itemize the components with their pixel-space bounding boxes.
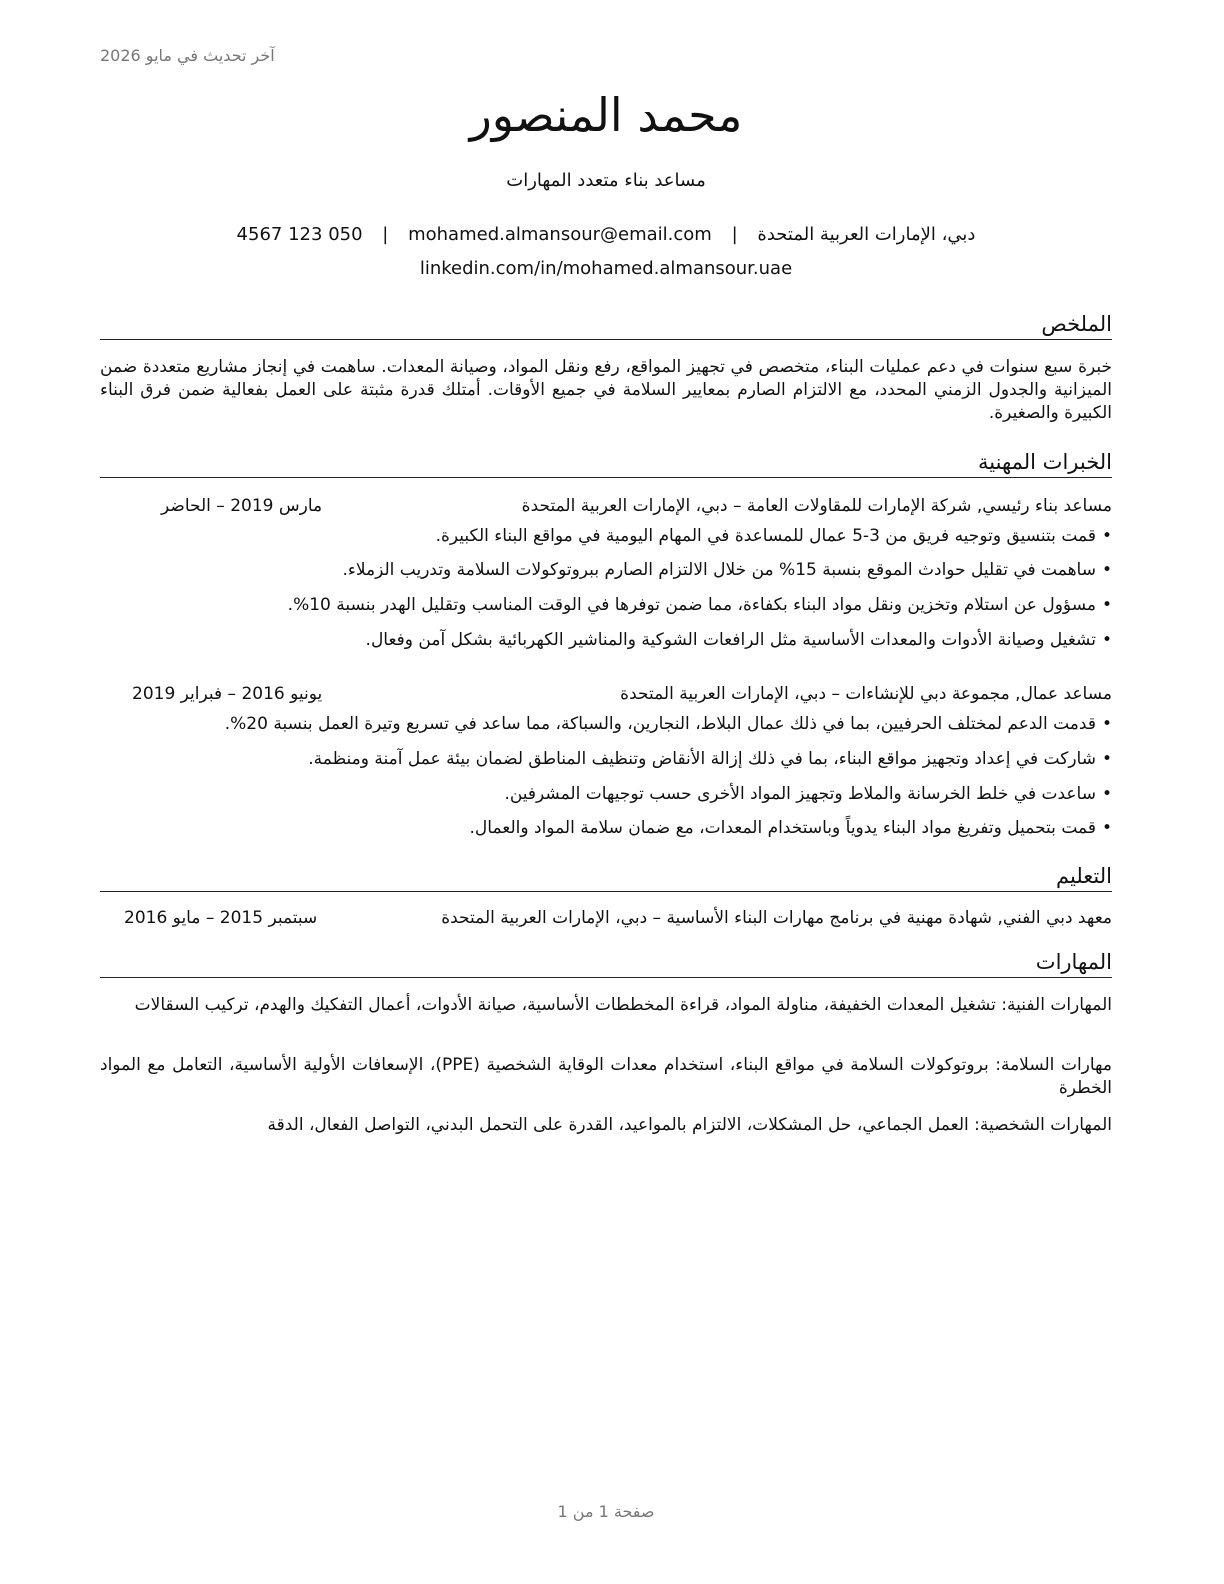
- job-bullet: •قمت بتنسيق وتوجيه فريق من 3-5 عمال للمساعدة في المهام اليومية في مواقع البناء الكبيرة.: [435, 526, 1112, 546]
- email-link[interactable]: mohamed.almansour@email.com: [408, 224, 712, 245]
- skill-line-safety: مهارات السلامة: بروتوكولات السلامة في مواقع البناء، استخدام معدات الوقاية الشخصية (PPE)، الإسعافات الأولية الأساسية، التعامل مع المواد الخطرة: [100, 1055, 1112, 1098]
- education-dates: سبتمبر 2015 – مايو 2016: [124, 908, 318, 928]
- last-updated-note: آخر تحديث في مايو 2026: [100, 46, 275, 65]
- contact-separator: |: [382, 224, 389, 245]
- job-dates: يونيو 2016 – فبراير 2019: [132, 684, 323, 704]
- job-dates: مارس 2019 – الحاضر: [161, 496, 323, 516]
- job-bullet: •ساهمت في تقليل حوادث الموقع بنسبة 15% من خلال الالتزام الصارم ببروتوكولات السلامة وتدريب الزملاء.: [342, 560, 1112, 580]
- location-text: دبي، الإمارات العربية المتحدة: [757, 224, 976, 245]
- job-bullet: •شاركت في إعداد وتجهيز مواقع البناء، بما في ذلك إزالة الأنقاض وتنظيف المناطق لضمان بيئة عمل آمنة ومنظمة.: [308, 749, 1112, 769]
- job-title: مساعد بناء رئيسي, شركة الإمارات للمقاولات العامة – دبي، الإمارات العربية المتحدة: [521, 496, 1112, 516]
- section-heading-summary: الملخص: [100, 310, 1112, 340]
- resume-page: [100, 0, 1112, 1584]
- job-bullet: •قدمت الدعم لمختلف الحرفيين، بما في ذلك عمال البلاط، النجارين، والسباكة، مما ساعد في تسريع وتيرة العمل بنسبة 20%.: [224, 714, 1112, 734]
- skill-line-personal: المهارات الشخصية: العمل الجماعي، حل المشكلات، الالتزام بالمواعيد، القدرة على التحمل البدني، التواصل الفعال، الدقة: [267, 1115, 1112, 1135]
- phone-number: 050 123 4567: [236, 224, 363, 245]
- job-bullet: •ساعدت في خلط الخرسانة والملاط وتجهيز المواد الأخرى حسب توجيهات المشرفين.: [504, 784, 1112, 804]
- job-bullet: •تشغيل وصيانة الأدوات والمعدات الأساسية مثل الرافعات الشوكية والمناشير الكهربائية بشكل آمن وفعال.: [365, 630, 1112, 650]
- education-title: معهد دبي الفني, شهادة مهنية في برنامج مهارات البناء الأساسية – دبي، الإمارات العربية المتحدة: [441, 908, 1112, 928]
- linkedin-link[interactable]: linkedin.com/in/mohamed.almansour.uae: [419, 258, 793, 279]
- contact-line: [100, 224, 1112, 245]
- page-number: صفحة 1 من 1: [557, 1502, 655, 1521]
- contact-separator: |: [731, 224, 738, 245]
- candidate-job-title: مساعد بناء متعدد المهارات: [506, 170, 706, 191]
- candidate-name: محمد المنصور: [469, 88, 743, 142]
- section-heading-skills: المهارات: [100, 948, 1112, 978]
- section-heading-experience: الخبرات المهنية: [100, 448, 1112, 478]
- education-entry: [100, 906, 1112, 930]
- job-title: مساعد عمال, مجموعة دبي للإنشاءات – دبي، الإمارات العربية المتحدة: [620, 684, 1112, 704]
- job-header: [100, 682, 1112, 706]
- skill-line-technical: المهارات الفنية: تشغيل المعدات الخفيفة، مناولة المواد، قراءة المخططات الأساسية، صيانة الأدوات، أعمال التفكيك والهدم، تركيب السقالات: [134, 995, 1112, 1015]
- section-heading-education: التعليم: [100, 862, 1112, 892]
- summary-text: خبرة سبع سنوات في دعم عمليات البناء، متخصص في تجهيز المواقع، رفع ونقل المواد، وصيانة المعدات. ساهمت في إنجاز مشاريع متعددة ضمن الميزانية والجدول الزمني المحدد، مع الالتزام الصارم بمعايير السلامة في جميع الأوقات. أمتلك قدرة مثبتة على العمل بفعالية ضمن فرق البناء الكبيرة والصغيرة.: [100, 357, 1112, 423]
- job-header: [100, 494, 1112, 518]
- job-bullet: •قمت بتحميل وتفريغ مواد البناء يدوياً وباستخدام المعدات، مع ضمان سلامة المواد والعمال.: [469, 818, 1112, 838]
- job-bullet: •مسؤول عن استلام وتخزين ونقل مواد البناء بكفاءة، مما ضمن توفرها في الوقت المناسب وتقليل الهدر بنسبة 10%.: [287, 595, 1112, 615]
